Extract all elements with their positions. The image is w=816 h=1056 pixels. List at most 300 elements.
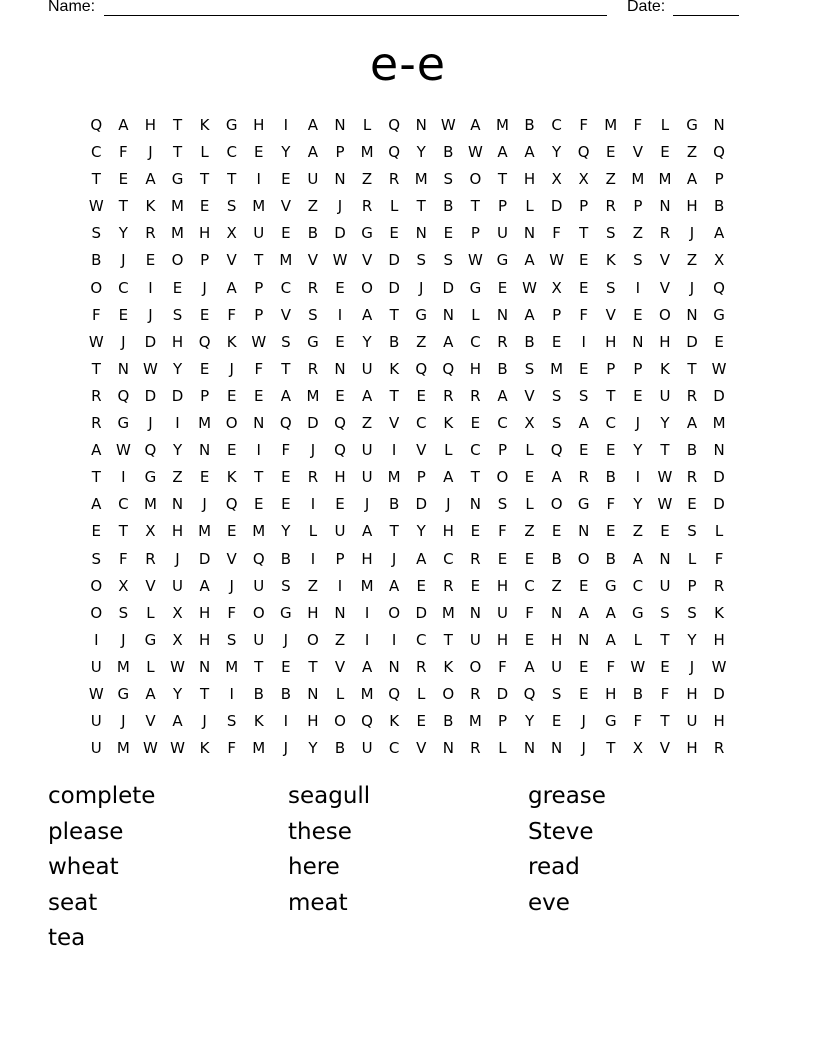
grid-letter: F	[227, 305, 237, 324]
grid-letter: B	[713, 197, 725, 216]
grid-letter: D	[415, 495, 428, 514]
grid-letter: L	[200, 143, 210, 162]
grid-letter: H	[713, 712, 726, 731]
grid-letter: N	[578, 522, 590, 541]
grid-letter: M	[468, 712, 483, 731]
grid-letter: R	[361, 197, 373, 216]
grid-letter: E	[335, 495, 346, 514]
grid-letter: H	[253, 116, 265, 134]
grid-letter: R	[713, 576, 725, 595]
grid-letter: Q	[713, 278, 726, 297]
grid-letter: I	[283, 116, 289, 134]
grid-letter: Y	[172, 684, 183, 703]
grid-letter: Q	[334, 441, 347, 460]
grid-letter: V	[226, 549, 238, 568]
grid-letter: S	[226, 630, 237, 649]
grid-row	[83, 275, 733, 302]
grid-letter: D	[144, 332, 157, 351]
grid-letter: H	[550, 630, 563, 649]
grid-letter: A	[145, 170, 157, 189]
grid-letter: S	[118, 603, 129, 622]
grid-letter: N	[551, 603, 563, 622]
grid-letter: T	[91, 359, 102, 378]
word-bank-item: read	[528, 854, 580, 881]
grid-letter: G	[171, 170, 184, 189]
word-bank-item: here	[288, 854, 340, 881]
grid-letter: X	[524, 414, 536, 433]
grid-letter: E	[199, 305, 210, 324]
grid-letter: R	[145, 224, 157, 243]
grid-letter: K	[389, 359, 400, 378]
grid-letter: N	[523, 739, 536, 758]
grid-letter: U	[90, 657, 103, 676]
grid-letter: H	[686, 739, 699, 758]
grid-letter: A	[91, 495, 102, 514]
grid-letter: R	[91, 386, 102, 405]
grid-letter: S	[551, 684, 562, 703]
grid-letter: R	[659, 224, 671, 243]
grid-letter: D	[713, 495, 726, 514]
grid-letter: U	[253, 224, 265, 243]
grid-letter: Z	[524, 522, 536, 541]
word-bank-item: please	[48, 818, 124, 845]
grid-letter: N	[713, 441, 726, 460]
grid-letter: J	[337, 197, 343, 216]
grid-letter: E	[226, 441, 237, 460]
grid-letter: B	[497, 359, 509, 378]
name-blank-line	[104, 15, 607, 16]
grid-letter: Y	[633, 495, 643, 514]
grid-letter: X	[713, 251, 725, 270]
grid-letter: S	[443, 170, 454, 189]
grid-letter: K	[714, 603, 725, 622]
grid-letter: V	[416, 441, 427, 460]
grid-letter: V	[334, 657, 346, 676]
grid-letter: C	[118, 495, 130, 514]
grid-letter: W	[88, 197, 105, 216]
grid-letter: J	[689, 657, 695, 676]
grid-letter: Z	[605, 170, 617, 189]
grid-letter: S	[660, 603, 671, 622]
grid-letter: G	[117, 684, 130, 703]
grid-letter: O	[577, 549, 591, 568]
grid-letter: F	[498, 522, 508, 541]
grid-letter: C	[497, 414, 509, 433]
grid-letter: A	[497, 143, 509, 162]
grid-letter: H	[496, 576, 509, 595]
grid-letter: E	[524, 549, 535, 568]
grid-letter: E	[335, 332, 346, 351]
grid-letter: N	[659, 197, 672, 216]
grid-letter: J	[202, 495, 208, 514]
grid-letter: J	[121, 712, 127, 731]
grid-letter: E	[335, 278, 346, 297]
grid-letter: V	[145, 712, 157, 731]
grid-letter: U	[172, 576, 184, 595]
grid-letter: G	[713, 305, 726, 324]
grid-letter: V	[145, 576, 157, 595]
grid-letter: W	[467, 143, 484, 162]
grid-letter: B	[253, 684, 265, 703]
grid-letter: S	[497, 495, 508, 514]
grid-letter: O	[442, 684, 455, 703]
grid-letter: O	[90, 576, 103, 595]
grid-letter: P	[254, 278, 264, 297]
grid-letter: C	[91, 143, 103, 162]
grid-letter: T	[660, 441, 671, 460]
word-bank-item: Steve	[528, 818, 594, 845]
grid-letter: A	[578, 603, 590, 622]
grid-letter: R	[416, 657, 427, 676]
grid-letter: Q	[442, 359, 455, 378]
grid-letter: J	[175, 549, 181, 568]
grid-letter: U	[361, 441, 374, 460]
grid-letter: G	[144, 468, 157, 487]
grid-letter: H	[144, 116, 157, 134]
grid-letter: L	[389, 197, 399, 216]
grid-letter: A	[686, 414, 698, 433]
grid-letter: S	[524, 359, 535, 378]
grid-letter: N	[415, 116, 428, 134]
grid-letter: T	[118, 522, 129, 541]
grid-letter: W	[88, 684, 105, 703]
grid-letter: C	[551, 116, 563, 134]
grid-letter: S	[687, 522, 698, 541]
grid-letter: A	[632, 549, 644, 568]
grid-letter: L	[146, 603, 156, 622]
grid-letter: S	[551, 414, 562, 433]
grid-letter: P	[497, 712, 508, 731]
grid-letter: E	[660, 143, 671, 162]
grid-row	[83, 573, 733, 600]
grid-letter: G	[307, 332, 320, 351]
grid-letter: J	[419, 278, 424, 297]
grid-letter: L	[444, 441, 453, 460]
grid-letter: G	[604, 576, 618, 595]
grid-letter: H	[198, 224, 211, 243]
grid-letter: U	[307, 170, 319, 189]
grid-letter: E	[551, 712, 562, 731]
grid-letter: E	[551, 332, 562, 351]
grid-letter: Q	[252, 549, 266, 568]
grid-letter: Z	[307, 576, 319, 595]
grid-letter: I	[310, 495, 316, 514]
grid-letter: B	[389, 332, 400, 351]
grid-letter: G	[225, 116, 238, 134]
grid-letter: L	[471, 305, 481, 324]
grid-letter: S	[606, 224, 617, 243]
grid-letter: K	[199, 116, 211, 134]
grid-letter: M	[360, 143, 375, 162]
grid-letter: E	[281, 468, 292, 487]
grid-row	[83, 546, 733, 573]
grid-letter: H	[659, 332, 672, 351]
grid-letter: C	[470, 332, 482, 351]
grid-letter: W	[332, 251, 348, 270]
grid-letter: N	[523, 224, 536, 243]
grid-letter: S	[687, 603, 698, 622]
grid-letter: E	[660, 657, 671, 676]
grid-letter: D	[713, 386, 726, 405]
grid-letter: O	[659, 305, 672, 324]
grid-letter: E	[578, 441, 589, 460]
grid-row	[83, 464, 733, 491]
grid-letter: A	[172, 712, 184, 731]
grid-letter: A	[118, 116, 129, 134]
grid-letter: P	[633, 359, 643, 378]
grid-letter: B	[443, 712, 454, 731]
grid-letter: Z	[361, 170, 373, 189]
grid-letter: E	[714, 332, 725, 351]
grid-letter: H	[307, 603, 320, 622]
grid-letter: J	[121, 630, 127, 649]
grid-letter: M	[116, 739, 131, 758]
grid-letter: S	[226, 712, 237, 731]
grid-letter: G	[361, 224, 374, 243]
grid-letter: Y	[281, 143, 291, 162]
grid-letter: U	[469, 630, 482, 649]
grid-letter: T	[416, 197, 427, 216]
grid-letter: Q	[388, 143, 401, 162]
grid-letter: Z	[416, 332, 427, 351]
grid-letter: P	[606, 359, 616, 378]
grid-letter: L	[687, 549, 697, 568]
name-label: Name:	[48, 0, 96, 15]
grid-letter: Y	[687, 630, 698, 649]
grid-letter: M	[225, 657, 239, 676]
word-bank-item: complete	[48, 783, 156, 809]
grid-letter: H	[605, 684, 617, 703]
grid-letter: N	[415, 224, 428, 243]
grid-letter: G	[577, 495, 590, 514]
grid-letter: F	[606, 495, 616, 514]
grid-letter: A	[91, 441, 102, 460]
grid-letter: W	[657, 468, 673, 487]
grid-letter: J	[202, 712, 208, 731]
grid-letter: X	[226, 224, 238, 243]
grid-letter: A	[361, 305, 373, 324]
grid-letter: M	[360, 576, 375, 595]
grid-letter: E	[199, 359, 210, 378]
grid-letter: J	[148, 414, 154, 433]
grid-letter: K	[145, 197, 156, 216]
word-bank-item: wheat	[48, 854, 119, 881]
grid-letter: D	[496, 684, 509, 703]
grid-letter: A	[551, 468, 563, 487]
grid-letter: E	[606, 441, 617, 460]
grid-letter: H	[713, 630, 726, 649]
grid-row	[83, 356, 733, 383]
grid-letter: J	[635, 414, 641, 433]
word-bank-item: seat	[48, 889, 98, 916]
grid-letter: E	[443, 224, 454, 243]
grid-letter: X	[118, 576, 129, 595]
grid-letter: X	[172, 603, 184, 622]
grid-letter: Q	[577, 143, 591, 162]
grid-letter: P	[497, 197, 508, 216]
word-bank-item: seagull	[288, 783, 371, 809]
grid-letter: P	[470, 224, 481, 243]
grid-letter: C	[415, 630, 427, 649]
grid-row	[83, 708, 733, 735]
grid-letter: O	[334, 712, 347, 731]
grid-letter: D	[550, 197, 563, 216]
grid-letter: G	[415, 305, 428, 324]
grid-letter: X	[632, 739, 644, 758]
grid-letter: W	[630, 657, 646, 676]
grid-letter: A	[605, 630, 617, 649]
grid-letter: T	[470, 197, 481, 216]
grid-letter: N	[551, 739, 563, 758]
grid-letter: P	[335, 143, 346, 162]
grid-letter: M	[550, 359, 564, 378]
grid-letter: Q	[117, 386, 130, 405]
grid-letter: W	[170, 657, 186, 676]
grid-letter: M	[252, 522, 266, 541]
grid-letter: N	[686, 305, 699, 324]
grid-letter: M	[143, 495, 158, 514]
grid-letter: R	[307, 359, 319, 378]
grid-letter: B	[605, 468, 617, 487]
grid-letter: A	[470, 116, 482, 134]
grid-letter: N	[334, 359, 347, 378]
grid-row	[83, 247, 733, 274]
grid-letter: K	[443, 414, 454, 433]
grid-letter: X	[551, 170, 563, 189]
grid-letter: Q	[415, 359, 428, 378]
grid-letter: S	[416, 251, 427, 270]
grid-letter: C	[443, 549, 455, 568]
date-blank-line	[673, 15, 739, 16]
grid-letter: V	[416, 739, 427, 758]
grid-letter: I	[364, 630, 370, 649]
grid-letter: K	[199, 739, 211, 758]
grid-letter: Q	[279, 414, 293, 433]
grid-letter: G	[604, 712, 618, 731]
grid-letter: J	[283, 630, 289, 649]
grid-letter: U	[686, 712, 698, 731]
grid-letter: M	[306, 386, 320, 405]
grid-letter: G	[280, 603, 293, 622]
grid-letter: Z	[172, 468, 184, 487]
grid-letter: T	[687, 359, 698, 378]
grid-letter: F	[579, 305, 589, 324]
grid-row	[83, 139, 733, 166]
grid-letter: M	[279, 251, 293, 270]
grid-letter: E	[633, 305, 644, 324]
grid-letter: E	[578, 684, 589, 703]
grid-letter: A	[578, 414, 590, 433]
grid-letter: I	[391, 441, 397, 460]
grid-letter: N	[253, 414, 265, 433]
grid-letter: X	[578, 170, 590, 189]
grid-letter: E	[578, 359, 589, 378]
grid-letter: N	[632, 332, 644, 351]
grid-letter: B	[389, 495, 400, 514]
grid-letter: Y	[416, 522, 427, 541]
grid-letter: R	[307, 278, 319, 297]
grid-letter: T	[389, 305, 400, 324]
grid-letter: P	[497, 441, 508, 460]
grid-letter: F	[498, 657, 508, 676]
grid-letter: U	[90, 739, 103, 758]
grid-letter: W	[711, 657, 727, 676]
grid-letter: G	[632, 603, 645, 622]
grid-letter: R	[713, 739, 725, 758]
grid-letter: V	[226, 251, 238, 270]
grid-letter: B	[307, 224, 319, 243]
grid-letter: A	[361, 522, 373, 541]
grid-letter: F	[633, 116, 643, 134]
grid-letter: K	[660, 359, 671, 378]
grid-letter: R	[91, 414, 102, 433]
grid-letter: F	[660, 684, 670, 703]
grid-letter: R	[470, 739, 482, 758]
grid-letter: F	[254, 359, 264, 378]
grid-letter: R	[578, 468, 590, 487]
grid-letter: T	[172, 143, 183, 162]
grid-letter: T	[389, 522, 400, 541]
grid-letter: B	[91, 251, 102, 270]
grid-letter: T	[118, 197, 129, 216]
grid-letter: L	[660, 116, 670, 134]
grid-letter: E	[633, 386, 644, 405]
grid-letter: F	[227, 739, 237, 758]
grid-letter: M	[198, 522, 212, 541]
grid-letter: A	[361, 657, 373, 676]
grid-letter: I	[148, 278, 154, 297]
grid-letter: B	[443, 143, 454, 162]
grid-letter: Q	[334, 414, 347, 433]
grid-letter: E	[226, 522, 237, 541]
grid-letter: E	[551, 522, 562, 541]
grid-letter: W	[143, 359, 159, 378]
grid-letter: E	[416, 386, 427, 405]
grid-letter: A	[416, 549, 427, 568]
grid-letter: J	[148, 143, 154, 162]
grid-letter: Y	[552, 143, 562, 162]
grid-letter: B	[443, 197, 454, 216]
grid-letter: E	[606, 522, 617, 541]
date-label: Date:	[627, 0, 666, 15]
grid-letter: V	[307, 251, 319, 270]
grid-letter: A	[713, 224, 725, 243]
grid-letter: C	[226, 143, 238, 162]
grid-letter: L	[498, 739, 508, 758]
grid-letter: O	[90, 278, 103, 297]
grid-letter: L	[714, 522, 724, 541]
word-bank-item: tea	[48, 925, 86, 952]
grid-letter: E	[389, 224, 400, 243]
grid-letter: B	[632, 684, 644, 703]
grid-letter: R	[470, 549, 482, 568]
grid-letter: Q	[361, 712, 374, 731]
grid-letter: F	[552, 224, 562, 243]
grid-letter: A	[361, 386, 373, 405]
grid-letter: D	[171, 386, 184, 405]
grid-letter: X	[172, 630, 184, 649]
grid-letter: P	[416, 468, 427, 487]
grid-letter: V	[659, 739, 671, 758]
grid-letter: E	[199, 468, 210, 487]
grid-row	[83, 193, 733, 220]
grid-letter: D	[388, 278, 401, 297]
grid-letter: K	[253, 712, 265, 731]
grid-letter: F	[119, 143, 129, 162]
grid-letter: Q	[225, 495, 239, 514]
grid-letter: S	[172, 305, 183, 324]
grid-letter: Q	[388, 684, 401, 703]
